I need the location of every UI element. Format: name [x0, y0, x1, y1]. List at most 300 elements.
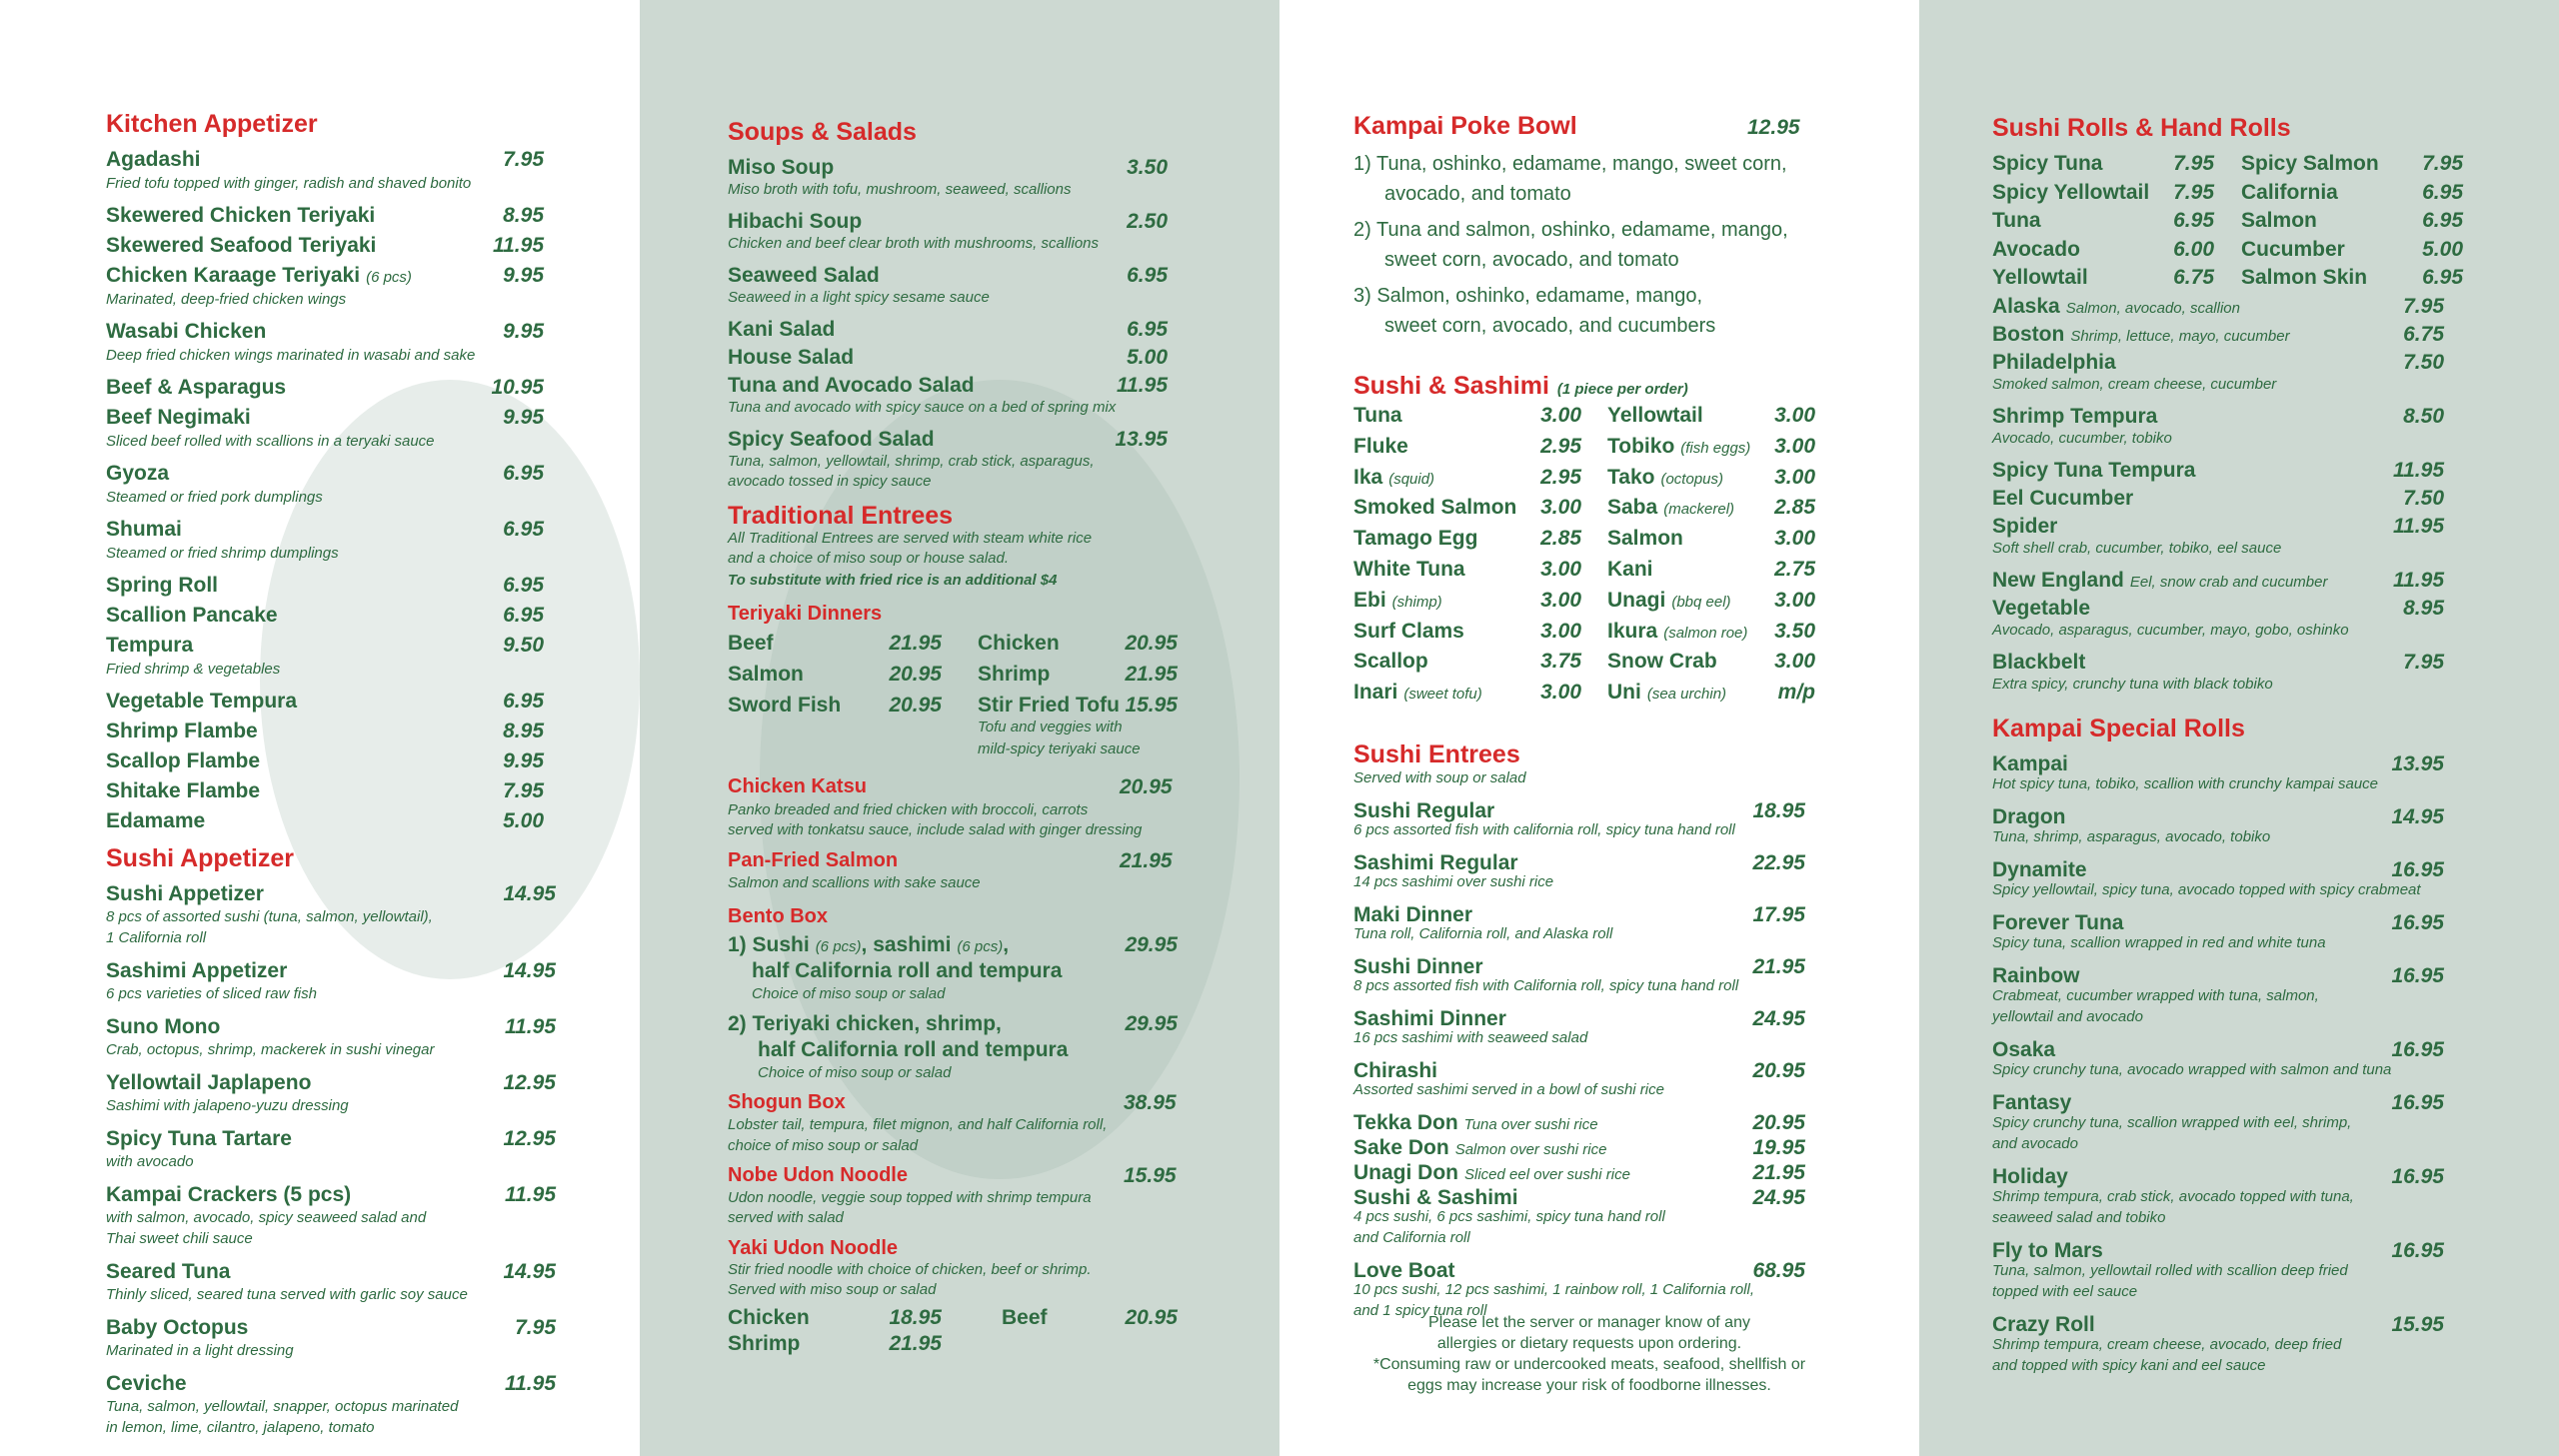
item-desc: 14 pcs sashimi over sushi rice	[1353, 873, 1554, 890]
tofu-desc: Tofu and veggies with	[978, 719, 1123, 735]
section-title-soups-salads: Soups & Salads	[728, 118, 917, 146]
bento-1-desc: Choice of miso soup or salad	[752, 985, 946, 1002]
item-name: Spring Roll	[106, 574, 218, 597]
item-desc: avocado tossed in spicy sauce	[728, 473, 932, 490]
subsection-bento-box: Bento Box	[728, 905, 828, 927]
item-desc: Steamed or fried shrimp dumplings	[106, 545, 339, 562]
menu-item	[106, 376, 544, 400]
item-name: Shrimp Flambe	[106, 720, 258, 742]
menu-item	[106, 1316, 556, 1340]
item-name: Tamago Egg	[1353, 527, 1478, 551]
price: 6.95	[2422, 266, 2463, 289]
price: 3.00	[1774, 527, 1815, 551]
item-name: Wasabi Chicken	[106, 320, 267, 343]
item-desc: and California roll	[1353, 1229, 1470, 1246]
item-desc: Smoked salmon, cream cheese, cucumber	[1992, 376, 2277, 393]
item-desc: 6 pcs varieties of sliced raw fish	[106, 985, 317, 1002]
item-name: Chicken Karaage Teriyaki (6 pcs)	[106, 264, 412, 287]
price: 3.75	[1540, 650, 1581, 674]
price: 20.95	[1752, 1059, 1805, 1082]
allergy-notice: Please let the server or manager know of any allergies or dietary requests upon ordering. *Consuming raw or undercooked meats, seafood, shellfish or eggs may increase your risk of foodborne illnesses.	[1372, 1314, 1806, 1394]
item-name: Kampai Crackers (5 pcs)	[106, 1183, 352, 1206]
teriyaki-item	[728, 632, 942, 656]
item-desc: Tuna, shrimp, asparagus, avocado, tobiko	[1992, 828, 2271, 845]
menu-item	[728, 318, 1168, 342]
price: 11.95	[505, 1183, 556, 1206]
item-name: Unagi Don Sliced eel over sushi rice	[1353, 1161, 1630, 1184]
item-name: Stir Fried Tofu	[978, 694, 1120, 717]
price: 12.95	[503, 1071, 556, 1094]
bento-1-line2: half California roll and tempura	[752, 959, 1063, 982]
item-desc: Avocado, cucumber, tobiko	[1992, 430, 2172, 447]
sashimi-item	[1353, 558, 1581, 582]
price: 16.95	[2391, 858, 2444, 881]
item-name: Vegetable Tempura	[106, 690, 298, 713]
price: 21.95	[1752, 1161, 1805, 1184]
price: 21.95	[889, 632, 942, 655]
price: 24.95	[1752, 1007, 1805, 1030]
price: 3.00	[1540, 588, 1581, 612]
menu-item	[106, 779, 544, 803]
item-name: Chicken	[978, 632, 1060, 655]
item-desc: Spicy tuna, scallion wrapped in red and white tuna	[1992, 934, 2326, 951]
price: 11.95	[505, 1015, 556, 1038]
roll-item	[2241, 181, 2463, 205]
sashimi-item	[1607, 620, 1815, 644]
price: 9.95	[503, 406, 544, 429]
item-desc: Tuna roll, California roll, and Alaska roll	[1353, 925, 1613, 942]
item-desc: Extra spicy, crunchy tuna with black tobiko	[1992, 676, 2273, 693]
item-name: Forever Tuna	[1992, 911, 2124, 934]
price: 7.95	[503, 148, 544, 171]
price: 68.95	[1752, 1259, 1805, 1282]
item-desc: in lemon, lime, cilantro, jalapeno, tomato	[106, 1419, 375, 1436]
price: 6.95	[503, 518, 544, 541]
price: 5.00	[2422, 237, 2463, 261]
price: 2.95	[1540, 465, 1581, 489]
sashimi-item	[1607, 404, 1815, 428]
price: 2.85	[1774, 496, 1815, 520]
menu-item	[106, 720, 544, 743]
item-desc: Soft shell crab, cucumber, tobiko, eel sauce	[1992, 540, 2282, 557]
menu-item	[728, 156, 1168, 180]
item-name: Chicken	[728, 1306, 810, 1329]
item-name: House Salad	[728, 346, 855, 369]
price: 20.95	[1752, 1111, 1805, 1134]
price: 20.95	[889, 694, 942, 717]
nobe-udon-desc: Udon noodle, veggie soup topped with shrimp tempura	[728, 1189, 1092, 1206]
item-desc: Seaweed in a light spicy sesame sauce	[728, 289, 990, 306]
item-name: Tako (octopus)	[1607, 465, 1723, 489]
item-name: Spicy Tuna Tartare	[106, 1127, 292, 1150]
price: 14.95	[503, 1260, 556, 1283]
menu-item	[106, 574, 544, 598]
price: 3.00	[1540, 404, 1581, 427]
item-desc: Spicy crunchy tuna, avocado wrapped with salmon and tuna	[1992, 1061, 2392, 1078]
item-desc: 8 pcs of assorted sushi (tuna, salmon, yellowtail),	[106, 908, 433, 925]
item-desc: Avocado, asparagus, cucumber, mayo, gobo, oshinko	[1992, 622, 2349, 639]
poke-option-line: 2) Tuna and salmon, oshinko, edamame, mango,	[1353, 219, 1788, 241]
poke-option-line: 3) Salmon, oshinko, edamame, mango,	[1353, 285, 1703, 307]
item-name: Tekka Don Tuna over sushi rice	[1353, 1111, 1598, 1134]
item-desc: Crabmeat, cucumber wrapped with tuna, salmon,	[1992, 987, 2319, 1004]
menu-item	[106, 634, 544, 658]
bento-2-line2: half California roll and tempura	[758, 1038, 1069, 1061]
item-desc: Tuna, salmon, yellowtail rolled with scallion deep fried	[1992, 1262, 2348, 1279]
price: 8.95	[503, 204, 544, 227]
menu-item	[1353, 1111, 1805, 1135]
item-desc: 6 pcs assorted fish with california roll, spicy tuna hand roll	[1353, 821, 1735, 838]
price: 6.95	[2422, 209, 2463, 232]
item-desc: Assorted sashimi served in a bowl of sushi rice	[1353, 1081, 1664, 1098]
item-name: Shitake Flambe	[106, 779, 261, 802]
section-title-sushi-rolls: Sushi Rolls & Hand Rolls	[1992, 114, 2291, 142]
yaki-option	[1002, 1306, 1178, 1330]
item-name: Dragon	[1992, 805, 2066, 828]
roll-item	[1992, 266, 2214, 290]
yaki-option	[728, 1306, 942, 1330]
price: 10.95	[491, 376, 544, 399]
chicken-katsu-desc: Panko breaded and fried chicken with broccoli, carrots	[728, 801, 1089, 818]
item-name: Dynamite	[1992, 858, 2087, 881]
item-name: Beef	[1002, 1306, 1048, 1329]
item-name: Cucumber	[2241, 237, 2345, 261]
teriyaki-item	[978, 694, 1178, 718]
sashimi-item	[1353, 496, 1581, 520]
item-name: Holiday	[1992, 1165, 2068, 1188]
item-name: Tuna and Avocado Salad	[728, 374, 975, 397]
item-name: Skewered Chicken Teriyaki	[106, 204, 376, 227]
item-desc: with avocado	[106, 1153, 194, 1170]
price: 7.95	[2173, 152, 2214, 175]
roll-item	[1992, 405, 2444, 429]
sashimi-item	[1607, 681, 1815, 705]
price: 22.95	[1752, 851, 1805, 874]
item-desc: Thai sweet chili sauce	[106, 1230, 253, 1247]
item-name: Fly to Mars	[1992, 1239, 2103, 1262]
item-name: Yellowtail Japlapeno	[106, 1071, 312, 1094]
item-desc: Tuna, salmon, yellowtail, shrimp, crab stick, asparagus,	[728, 453, 1095, 470]
teriyaki-item	[978, 632, 1178, 656]
item-name: Beef	[728, 632, 774, 655]
price: 6.95	[2173, 209, 2214, 232]
price: 7.95	[515, 1316, 556, 1339]
price: 6.95	[503, 574, 544, 597]
nobe-udon-desc: served with salad	[728, 1209, 844, 1226]
price: 7.95	[2403, 295, 2444, 318]
price: 8.95	[2403, 597, 2444, 620]
menu-item	[728, 264, 1168, 288]
chicken-katsu-desc: served with tonkatsu sauce, include salad with ginger dressing	[728, 821, 1143, 838]
menu-item	[106, 749, 544, 773]
entrees-intro: All Traditional Entrees are served with steam white rice	[728, 530, 1093, 547]
bento-1-line1: 1) Sushi (6 pcs), sashimi (6 pcs),	[728, 933, 1010, 956]
item-name: Sushi Dinner	[1353, 955, 1483, 978]
menu-item	[106, 1127, 556, 1151]
price: 16.95	[2391, 964, 2444, 987]
chicken-katsu-name: Chicken Katsu	[728, 775, 867, 797]
item-name: Sashimi Regular	[1353, 851, 1518, 874]
item-name: Skewered Seafood Teriyaki	[106, 234, 377, 257]
roll-item	[1992, 651, 2444, 675]
item-name: Philadelphia	[1992, 351, 2116, 374]
price: 6.95	[503, 462, 544, 485]
roll-item	[2241, 152, 2463, 176]
item-name: Smoked Salmon	[1353, 496, 1517, 520]
menu-item	[106, 320, 544, 344]
item-name: Spicy Tuna	[1992, 152, 2103, 175]
item-desc: Steamed or fried pork dumplings	[106, 489, 323, 506]
item-name: Seaweed Salad	[728, 264, 880, 287]
item-name: Beef Negimaki	[106, 406, 251, 429]
price: 38.95	[1124, 1091, 1177, 1114]
special-roll-item	[1992, 752, 2444, 776]
item-desc: and 1 spicy tuna roll	[1353, 1302, 1487, 1319]
entrees-intro: and a choice of miso soup or house salad.	[728, 550, 1010, 567]
menu-item	[106, 462, 544, 486]
item-desc: 8 pcs assorted fish with California roll, spicy tuna hand roll	[1353, 977, 1739, 994]
shogun-box-desc: Lobster tail, tempura, filet mignon, and half California roll,	[728, 1116, 1108, 1133]
item-name: Sashimi Dinner	[1353, 1007, 1506, 1030]
item-name: Tuna	[1992, 209, 2041, 232]
price: 14.95	[2391, 805, 2444, 828]
item-name: Scallop	[1353, 650, 1428, 674]
price: 3.00	[1774, 404, 1815, 427]
price: 16.95	[2391, 911, 2444, 934]
item-name: Hibachi Soup	[728, 210, 863, 233]
poke-option-line: avocado, and tomato	[1384, 183, 1571, 205]
item-name: Scallion Pancake	[106, 604, 278, 627]
item-desc: 16 pcs sashimi with seaweed salad	[1353, 1029, 1588, 1046]
item-name: Seared Tuna	[106, 1260, 231, 1283]
nobe-udon-price	[1124, 1164, 1177, 1188]
item-name: Crazy Roll	[1992, 1313, 2095, 1336]
chicken-katsu-price	[1120, 775, 1173, 799]
teriyaki-item	[978, 663, 1178, 687]
item-desc: Marinated, deep-fried chicken wings	[106, 291, 347, 308]
menu-item	[1353, 1136, 1805, 1160]
roll-item	[1992, 152, 2214, 176]
item-name: Boston Shrimp, lettuce, mayo, cucumber	[1992, 323, 2290, 346]
price: 7.50	[2403, 487, 2444, 510]
price: 6.75	[2403, 323, 2444, 346]
poke-option-line: sweet corn, avocado, and cucumbers	[1384, 315, 1716, 337]
tofu-desc: mild-spicy teriyaki sauce	[978, 740, 1141, 757]
menu-item	[106, 1260, 556, 1284]
shogun-box-price	[1124, 1091, 1177, 1115]
sashimi-item	[1353, 435, 1581, 459]
item-name: Sword Fish	[728, 694, 842, 717]
item-name: Sushi & Sashimi	[1353, 1186, 1518, 1209]
price: 13.95	[1115, 428, 1168, 451]
price: 9.95	[503, 320, 544, 343]
menu-item	[728, 428, 1168, 452]
menu-item	[106, 959, 556, 983]
item-name: Kani Salad	[728, 318, 836, 341]
item-name: Avocado	[1992, 237, 2080, 261]
item-desc: Marinated in a light dressing	[106, 1342, 294, 1359]
price: 7.95	[2422, 152, 2463, 175]
roll-item	[1992, 459, 2444, 483]
item-name: Osaka	[1992, 1038, 2056, 1061]
item-name: Agadashi	[106, 148, 201, 171]
price: 16.95	[2391, 1038, 2444, 1061]
item-name: Unagi (bbq eel)	[1607, 588, 1731, 612]
price: 5.00	[1127, 346, 1168, 369]
poke-option-line: sweet corn, avocado, and tomato	[1384, 249, 1679, 271]
sashimi-item	[1353, 404, 1581, 428]
item-name: Rainbow	[1992, 964, 2080, 987]
sashimi-item	[1607, 589, 1815, 613]
menu-item	[106, 1183, 556, 1207]
bento-1	[728, 933, 1178, 957]
price: 12.95	[503, 1127, 556, 1150]
price: 3.00	[1774, 465, 1815, 489]
menu-item	[106, 204, 544, 228]
price: 11.95	[493, 234, 544, 257]
sushi-entrees-subtitle: Served with soup or salad	[1353, 769, 1526, 786]
special-roll-item	[1992, 1091, 2444, 1115]
item-name: Shrimp	[728, 1332, 801, 1355]
item-desc: Hot spicy tuna, tobiko, scallion with crunchy kampai sauce	[1992, 775, 2379, 792]
price: 7.95	[2173, 180, 2214, 204]
item-name: White Tuna	[1353, 558, 1465, 581]
item-desc: Tuna, salmon, yellowtail, snapper, octopus marinated	[106, 1398, 459, 1415]
item-name: Sake Don Salmon over sushi rice	[1353, 1136, 1607, 1159]
menu-item	[728, 374, 1168, 398]
yaki-udon-desc: Served with miso soup or salad	[728, 1281, 937, 1298]
price: 6.00	[2173, 237, 2214, 261]
menu-item	[106, 518, 544, 542]
item-name: Spicy Tuna Tempura	[1992, 459, 2196, 482]
item-name: Salmon	[2241, 209, 2317, 232]
price: 14.95	[503, 959, 556, 982]
item-name: Ebi (shimp)	[1353, 588, 1442, 612]
item-name: Kani	[1607, 558, 1653, 581]
item-desc: Shrimp tempura, crab stick, avocado topped with tuna,	[1992, 1188, 2354, 1205]
item-name: Tempura	[106, 634, 194, 657]
section-title-kitchen-appetizer: Kitchen Appetizer	[106, 110, 318, 138]
item-name: Fluke	[1353, 434, 1408, 458]
item-name: Blackbelt	[1992, 651, 2086, 674]
price: 21.95	[1120, 849, 1173, 872]
roll-item	[1992, 487, 2444, 511]
item-name: New England Eel, snow crab and cucumber	[1992, 569, 2328, 592]
item-name: Sushi Appetizer	[106, 882, 264, 905]
roll-item	[1992, 295, 2444, 319]
bento-2-desc: Choice of miso soup or salad	[758, 1064, 952, 1081]
roll-item	[1992, 209, 2214, 233]
item-name: Suno Mono	[106, 1015, 221, 1038]
price: 19.95	[1752, 1136, 1805, 1159]
special-roll-item	[1992, 911, 2444, 935]
price: 6.95	[1127, 264, 1168, 287]
price: 18.95	[889, 1306, 942, 1329]
item-name: Tobiko (fish eggs)	[1607, 434, 1751, 458]
price: 21.95	[1125, 663, 1178, 686]
item-name: Inari (sweet tofu)	[1353, 681, 1482, 705]
menu-item	[106, 148, 544, 172]
roll-item	[2241, 266, 2463, 290]
bento-2: 2) Teriyaki chicken, shrimp, 29.95	[728, 1012, 1178, 1035]
price: 16.95	[2391, 1239, 2444, 1262]
special-roll-item	[1992, 964, 2444, 988]
price: 11.95	[2393, 569, 2444, 592]
price: 11.95	[1117, 374, 1168, 397]
item-desc: Spicy crunchy tuna, scallion wrapped with eel, shrimp,	[1992, 1114, 2352, 1131]
price: 7.95	[503, 779, 544, 802]
price: 6.75	[2173, 266, 2214, 289]
item-name: Chirashi	[1353, 1059, 1438, 1082]
roll-item	[1992, 323, 2444, 347]
item-name: Alaska Salmon, avocado, scallion	[1992, 295, 2240, 318]
price: 21.95	[889, 1332, 942, 1355]
item-desc: Shrimp tempura, cream cheese, avocado, deep fried	[1992, 1336, 2342, 1353]
item-name: Spicy Salmon	[2241, 152, 2379, 175]
shogun-box-name: Shogun Box	[728, 1091, 846, 1113]
roll-item	[1992, 597, 2444, 621]
price: 3.50	[1774, 619, 1815, 643]
menu-item	[106, 1015, 556, 1039]
roll-item	[1992, 569, 2444, 593]
item-name: Scallop Flambe	[106, 749, 261, 772]
sashimi-item	[1607, 435, 1815, 459]
price: 8.50	[2403, 405, 2444, 428]
item-name: Spicy Seafood Salad	[728, 428, 935, 451]
price: 14.95	[503, 882, 556, 905]
item-name: Snow Crab	[1607, 650, 1717, 674]
menu-item	[106, 1071, 556, 1095]
item-name: Shumai	[106, 518, 182, 541]
price: 18.95	[1752, 799, 1805, 822]
price: 16.95	[2391, 1165, 2444, 1188]
sashimi-item	[1607, 527, 1815, 551]
yaki-option	[728, 1332, 942, 1356]
roll-item	[1992, 351, 2444, 375]
menu-item	[106, 1372, 556, 1396]
section-title-sushi-sashimi: Sushi & Sashimi (1 piece per order)	[1353, 372, 1688, 400]
price: 3.00	[1774, 650, 1815, 674]
price: 24.95	[1752, 1186, 1805, 1209]
item-name: Tuna	[1353, 404, 1402, 427]
item-name: Yellowtail	[1607, 404, 1703, 427]
item-name: Baby Octopus	[106, 1316, 249, 1339]
item-name: Surf Clams	[1353, 619, 1464, 643]
price: 12.95	[1747, 116, 1800, 139]
price: 9.95	[503, 749, 544, 772]
item-desc: Chicken and beef clear broth with mushrooms, scallions	[728, 235, 1100, 252]
roll-item	[1992, 238, 2214, 262]
item-desc: 4 pcs sushi, 6 pcs sashimi, spicy tuna hand roll	[1353, 1208, 1665, 1225]
price: 9.50	[503, 634, 544, 657]
item-name: Sashimi Appetizer	[106, 959, 288, 982]
item-desc: Sashimi with jalapeno-yuzu dressing	[106, 1097, 349, 1114]
special-roll-item	[1992, 1165, 2444, 1189]
sashimi-item	[1353, 681, 1581, 705]
item-desc: Tuna and avocado with spicy sauce on a bed of spring mix	[728, 399, 1117, 416]
sashimi-item	[1353, 466, 1581, 490]
price: 9.95	[503, 264, 544, 287]
item-name: Sushi Regular	[1353, 799, 1495, 822]
poke-option-line: 1) Tuna, oshinko, edamame, mango, sweet corn,	[1353, 153, 1787, 175]
sashimi-item	[1353, 650, 1581, 674]
nobe-udon-name: Nobe Udon Noodle	[728, 1164, 908, 1186]
section-title-sushi-appetizer: Sushi Appetizer	[106, 844, 294, 872]
price: 6.95	[503, 690, 544, 713]
price: 15.95	[1124, 1164, 1177, 1187]
item-name: Ika (squid)	[1353, 465, 1435, 489]
item-name: Uni (sea urchin)	[1607, 681, 1727, 705]
